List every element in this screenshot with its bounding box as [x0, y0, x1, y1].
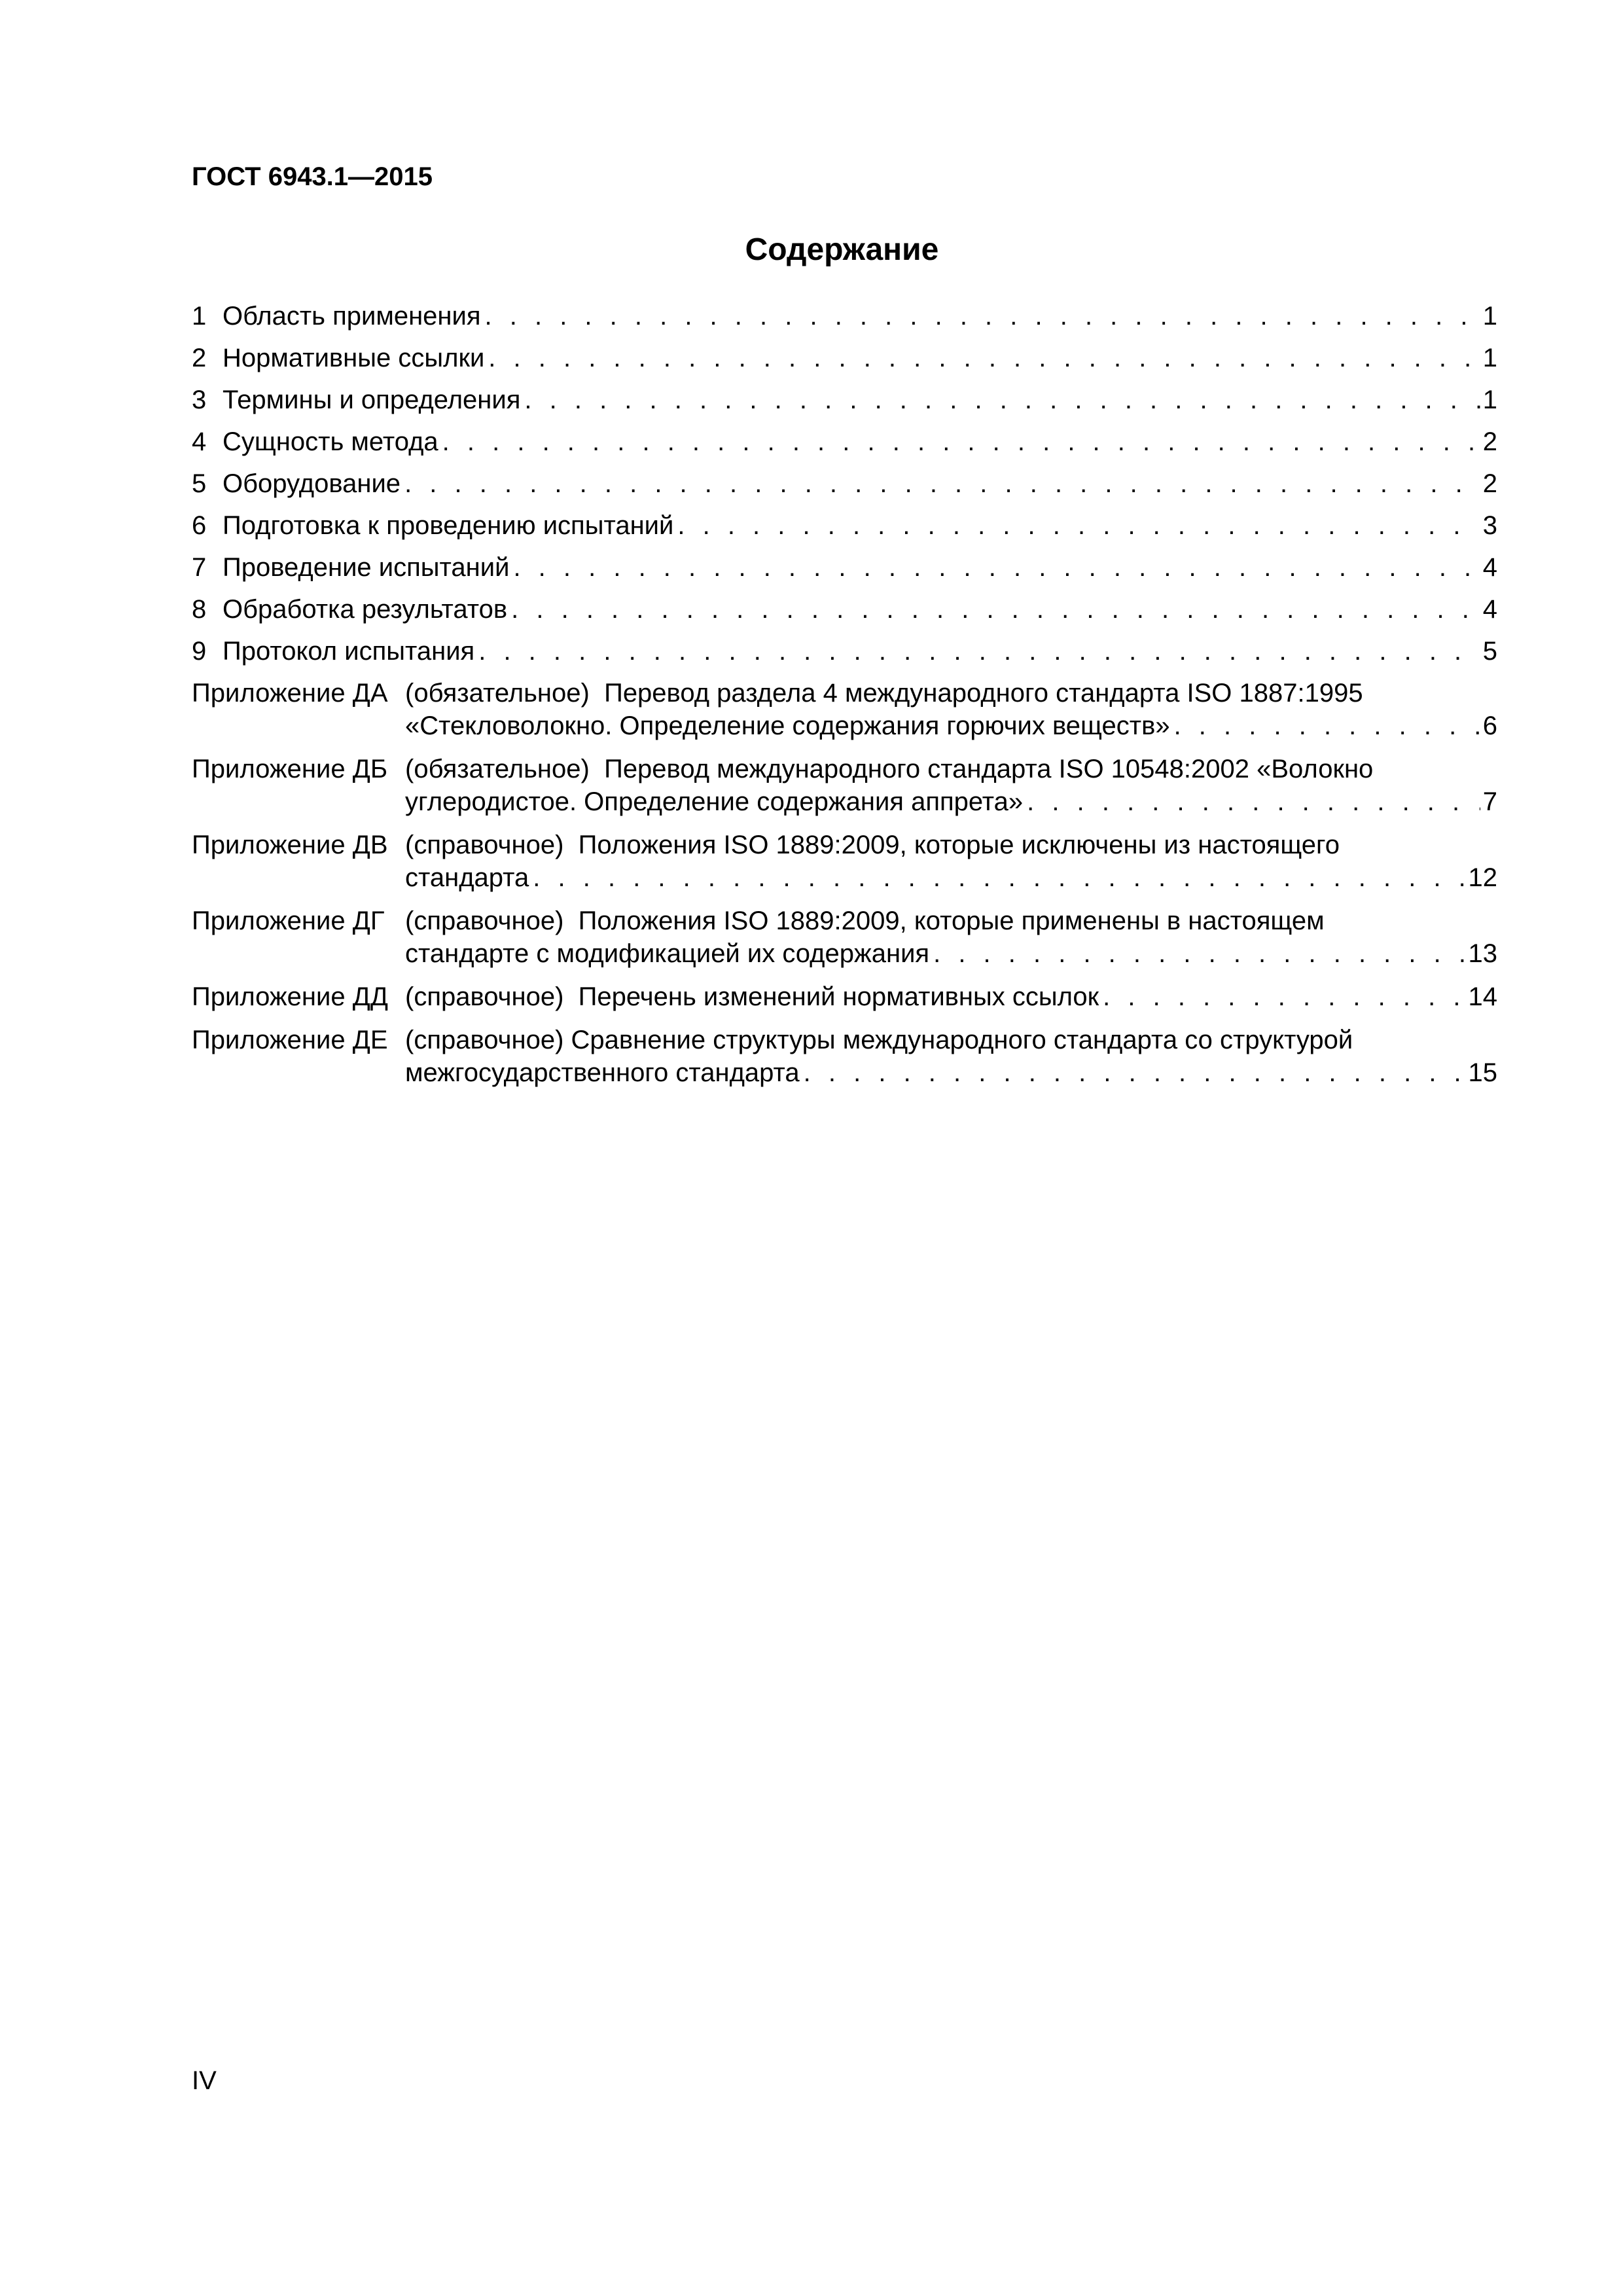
dot-leader: [800, 1056, 1466, 1089]
dot-leader: [529, 861, 1465, 894]
toc-entry-page: 12: [1468, 863, 1497, 892]
dot-leader: [673, 509, 1480, 542]
dot-leader: [1170, 709, 1480, 742]
toc-entry-number: 1: [192, 302, 207, 331]
appendix-title-line-2: межгосударственного стандарта: [405, 1058, 800, 1087]
toc-entry-page: 4: [1482, 595, 1497, 624]
toc-entry-page: 6: [1482, 711, 1497, 740]
toc-entry-number: 9: [192, 637, 207, 666]
toc-entry-section-9[interactable]: [192, 635, 1497, 668]
dot-leader: [509, 551, 1480, 584]
toc-entry-number: 4: [192, 427, 207, 456]
toc-entry-page: 2: [1482, 469, 1497, 498]
toc-entry-section-4[interactable]: [192, 425, 1497, 458]
dot-leader: [438, 425, 1480, 458]
toc-entry-page: 3: [1482, 511, 1497, 540]
dot-leader: [520, 384, 1480, 416]
appendix-title-line-1: (обязательное) Перевод международного стандарта ISO 10548:2002 «Волокно: [405, 755, 1374, 783]
toc-title: Содержание: [745, 232, 939, 267]
toc-entry-title: Оборудование: [223, 469, 401, 498]
dot-leader: [1099, 980, 1465, 1013]
table-of-contents: [192, 300, 1497, 1100]
toc-entry-page: 2: [1482, 427, 1497, 456]
toc-entry-page: 14: [1468, 982, 1497, 1011]
toc-entry-page: 15: [1468, 1058, 1497, 1087]
appendix-title-line-1: (справочное) Сравнение структуры международного стандарта со структурой: [405, 1026, 1353, 1054]
toc-entry-page: 1: [1482, 344, 1497, 372]
toc-entry-section-8[interactable]: [192, 593, 1497, 626]
page-number: IV: [192, 2066, 217, 2095]
toc-entry-section-3[interactable]: [192, 384, 1497, 416]
appendix-title-line-1: (справочное) Положения ISO 1889:2009, которые исключены из настоящего: [405, 831, 1340, 859]
toc-entry-section-7[interactable]: [192, 551, 1497, 584]
toc-entry-number: 7: [192, 553, 207, 582]
dot-leader: [401, 467, 1480, 500]
appendix-label: Приложение ДЕ: [192, 1026, 388, 1054]
toc-entry-page: 1: [1482, 386, 1497, 414]
toc-entry-section-6[interactable]: [192, 509, 1497, 542]
appendix-label: Приложение ДГ: [192, 906, 385, 935]
toc-entry-title: Протокол испытания: [223, 637, 475, 666]
toc-entry-title: Подготовка к проведению испытаний: [223, 511, 674, 540]
toc-entry-page: 4: [1482, 553, 1497, 582]
toc-entry-number: 6: [192, 511, 207, 540]
toc-entry-number: 8: [192, 595, 207, 624]
dot-leader: [474, 635, 1480, 668]
toc-entry-section-1[interactable]: [192, 300, 1497, 332]
dot-leader: [929, 937, 1465, 970]
dot-leader: [1023, 785, 1480, 818]
toc-entry-section-2[interactable]: [192, 342, 1497, 374]
toc-entry-appendix-de[interactable]: [192, 1024, 1497, 1089]
appendix-title-line-2: стандарте с модификацией их содержания: [405, 939, 930, 968]
appendix-title-line-2: «Стекловолокно. Определение содержания горючих веществ»: [405, 711, 1170, 740]
toc-entry-page: 1: [1482, 302, 1497, 331]
appendix-title-line-2: углеродистое. Определение содержания аппрета»: [405, 787, 1024, 816]
appendix-label: Приложение ДА: [192, 679, 388, 708]
appendix-label: Приложение ДД: [192, 982, 388, 1011]
toc-entry-title: Нормативные ссылки: [223, 344, 485, 372]
toc-entry-title: Обработка результатов: [223, 595, 508, 624]
toc-entry-page: 13: [1468, 939, 1497, 968]
dot-leader: [507, 593, 1480, 626]
toc-entry-number: 5: [192, 469, 207, 498]
appendix-title-line-1: (справочное) Положения ISO 1889:2009, которые применены в настоящем: [405, 906, 1325, 935]
appendix-title-line-1: (обязательное) Перевод раздела 4 международного стандарта ISO 1887:1995: [405, 679, 1363, 708]
dot-leader: [484, 342, 1480, 374]
dot-leader: [481, 300, 1480, 332]
toc-entry-appendix-da[interactable]: [192, 677, 1497, 742]
appendix-title-line-2: стандарта: [405, 863, 529, 892]
toc-entry-appendix-dd[interactable]: [192, 980, 1497, 1013]
toc-entry-page: 7: [1482, 787, 1497, 816]
toc-entry-title: Термины и определения: [223, 386, 521, 414]
toc-entry-title: Область применения: [223, 302, 481, 331]
toc-entry-number: 3: [192, 386, 207, 414]
appendix-label: Приложение ДБ: [192, 755, 388, 783]
document-header: ГОСТ 6943.1—2015: [192, 162, 433, 191]
toc-entry-appendix-db[interactable]: [192, 753, 1497, 818]
toc-entry-title: Проведение испытаний: [223, 553, 510, 582]
appendix-label: Приложение ДВ: [192, 831, 388, 859]
toc-entry-appendix-dv[interactable]: [192, 829, 1497, 894]
toc-entry-number: 2: [192, 344, 207, 372]
toc-entry-appendix-dg[interactable]: [192, 905, 1497, 970]
toc-entry-page: 5: [1482, 637, 1497, 666]
toc-entry-title: Сущность метода: [223, 427, 438, 456]
toc-entry-section-5[interactable]: [192, 467, 1497, 500]
appendix-title-line-1: (справочное) Перечень изменений нормативных ссылок: [405, 982, 1099, 1011]
